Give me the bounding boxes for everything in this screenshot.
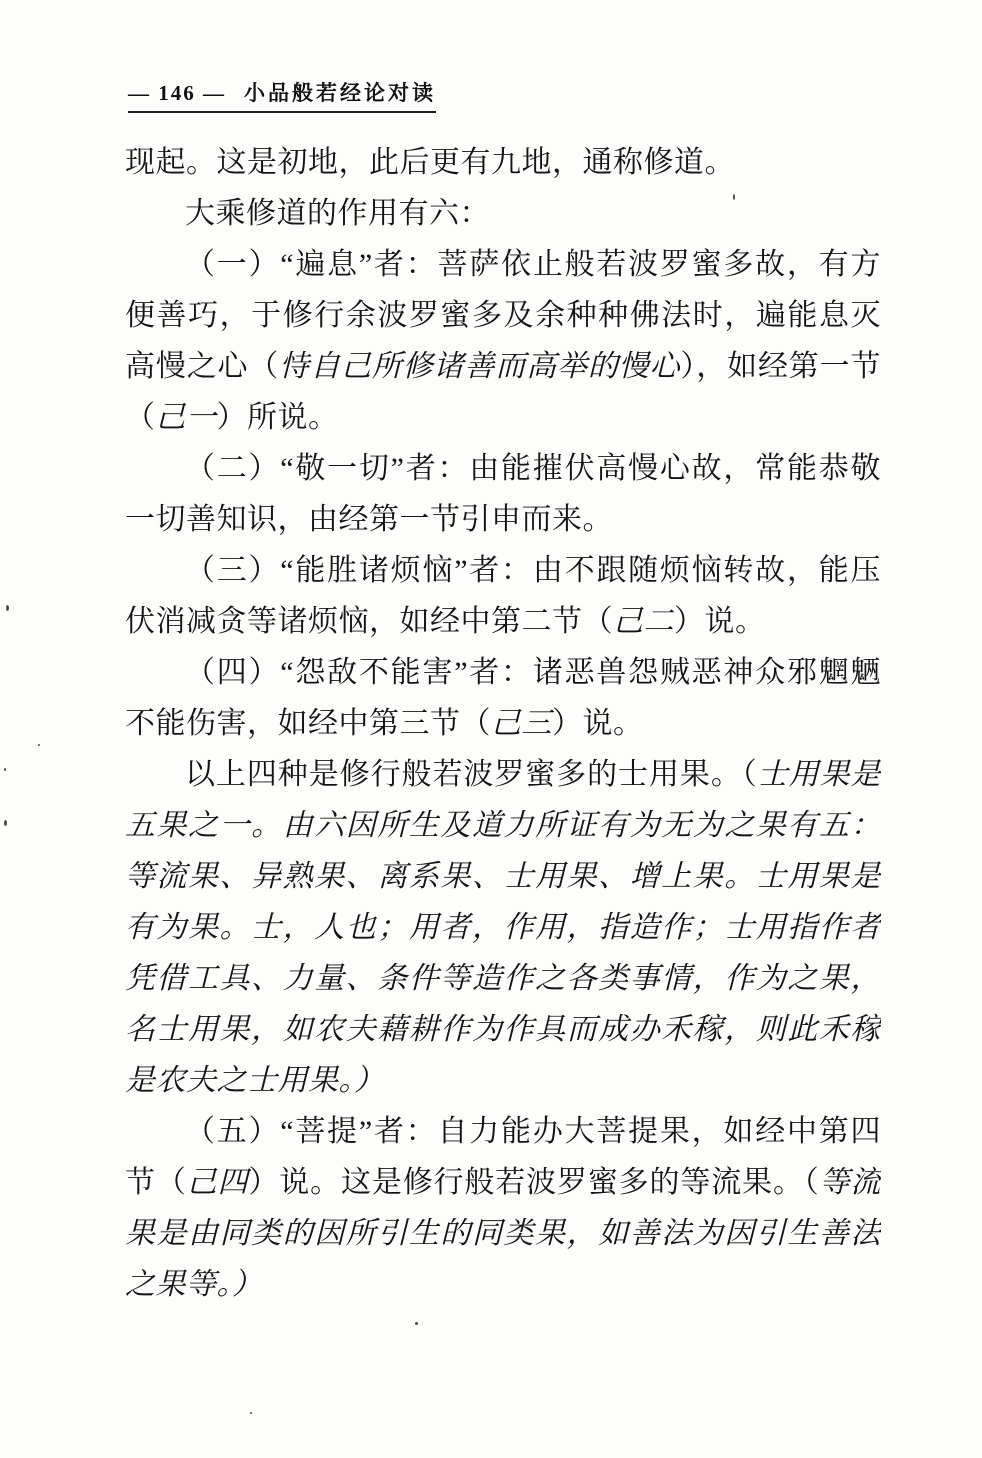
text-line <box>125 1157 881 1208</box>
body-text-segment: 节（ <box>125 1166 187 1199</box>
text-line <box>125 1004 881 1055</box>
body-text-segment: （四）“怨敌不能害”者：诸恶兽怨贼恶神众邪魍魉 <box>185 656 881 689</box>
scan-speck <box>6 605 9 611</box>
body-text <box>125 137 881 1310</box>
body-text-segment: （一）“遍息”者：菩萨依止般若波罗蜜多故，有方 <box>185 248 881 281</box>
body-text-segment: 一切善知识，由经第一节引申而来。 <box>125 503 613 536</box>
body-text-segment: 大乘修道的作用有六： <box>185 197 490 230</box>
kai-annotation-text: 等流 <box>819 1166 881 1199</box>
kai-annotation-text: 己一 <box>155 401 217 434</box>
page-number: — 146 — <box>128 81 226 105</box>
scan-speck <box>250 1412 252 1414</box>
body-text-segment: ）说。这是修行般若波罗蜜多的等流果。（ <box>248 1166 820 1199</box>
kai-annotation-text: 士用果是 <box>757 758 881 791</box>
text-line <box>125 953 881 1004</box>
body-text-segment: ），如经第一节 <box>680 350 881 383</box>
body-text-segment: ）所说。 <box>216 401 339 434</box>
text-line <box>125 1208 881 1259</box>
text-line <box>125 290 881 341</box>
body-text-segment: （ <box>125 401 156 434</box>
kai-annotation-text: 等流果、异熟果、离系果、士用果、增上果。士用果是 <box>125 860 881 893</box>
text-line <box>125 1259 881 1310</box>
body-text-segment: （三）“能胜诸烦恼”者：由不跟随烦恼转故，能压 <box>185 554 881 587</box>
text-line <box>125 1106 881 1157</box>
text-line <box>125 341 881 392</box>
body-text-segment: 伏消减贪等诸烦恼，如经中第二节（ <box>125 605 613 638</box>
scan-speck <box>415 1322 418 1325</box>
text-line <box>125 137 881 188</box>
kai-annotation-text: 己四 <box>186 1166 249 1199</box>
body-text-segment: ）说。 <box>552 707 644 740</box>
kai-annotation-text: 是农夫之士用果。） <box>125 1064 385 1097</box>
text-line <box>125 443 881 494</box>
kai-annotation-text: 己二 <box>613 605 674 638</box>
text-line <box>125 239 881 290</box>
text-line <box>125 494 881 545</box>
body-text-segment: （二）“敬一切”者：由能摧伏高慢心故，常能恭敬 <box>185 452 881 485</box>
body-text-segment: 以上四种是修行般若波罗蜜多的士用果。（ <box>185 758 758 791</box>
text-line <box>125 647 881 698</box>
kai-annotation-text: 名士用果，如农夫藉耕作为作具而成办禾稼，则此禾稼 <box>125 1013 881 1046</box>
scan-speck <box>733 194 735 200</box>
text-line <box>125 188 881 239</box>
body-text-segment: 高慢之心（ <box>125 350 280 383</box>
text-line <box>125 596 881 647</box>
kai-annotation-text: 五果之一。由六因所生及道力所证有为无为之果有五： <box>125 809 881 842</box>
scan-speck <box>4 768 6 771</box>
text-line <box>125 800 881 851</box>
page-header <box>128 80 436 113</box>
kai-annotation-text: 有为果。士，人也；用者，作用，指造作；士用指作者 <box>125 911 881 944</box>
text-line <box>125 698 881 749</box>
text-line <box>125 902 881 953</box>
scan-speck <box>38 744 40 746</box>
text-line <box>125 749 881 800</box>
book-title: 小品般若经论对读 <box>244 81 436 105</box>
kai-annotation-text: 果是由同类的因所引生的同类果，如善法为因引生善法 <box>125 1217 881 1250</box>
kai-annotation-text: 凭借工具、力量、条件等造作之各类事情，作为之果， <box>125 962 881 995</box>
body-text-segment: 现起。这是初地，此后更有九地，通称修道。 <box>125 146 735 179</box>
text-line <box>125 851 881 902</box>
body-text-segment: ）说。 <box>674 605 766 638</box>
kai-annotation-text: 己三 <box>491 707 552 740</box>
body-text-segment: 便善巧，于修行余波罗蜜多及余种种佛法时，遍能息灭 <box>125 299 881 332</box>
text-line <box>125 1055 881 1106</box>
kai-annotation-text: 之果等。） <box>125 1268 263 1301</box>
body-text-segment: （五）“菩提”者：自力能办大菩提果，如经中第四 <box>185 1115 881 1148</box>
scan-speck <box>4 820 7 826</box>
text-line <box>125 392 881 443</box>
kai-annotation-text: 恃自己所修诸善而高举的慢心 <box>279 350 681 383</box>
body-text-segment: 不能伤害，如经中第三节（ <box>125 707 491 740</box>
text-line <box>125 545 881 596</box>
